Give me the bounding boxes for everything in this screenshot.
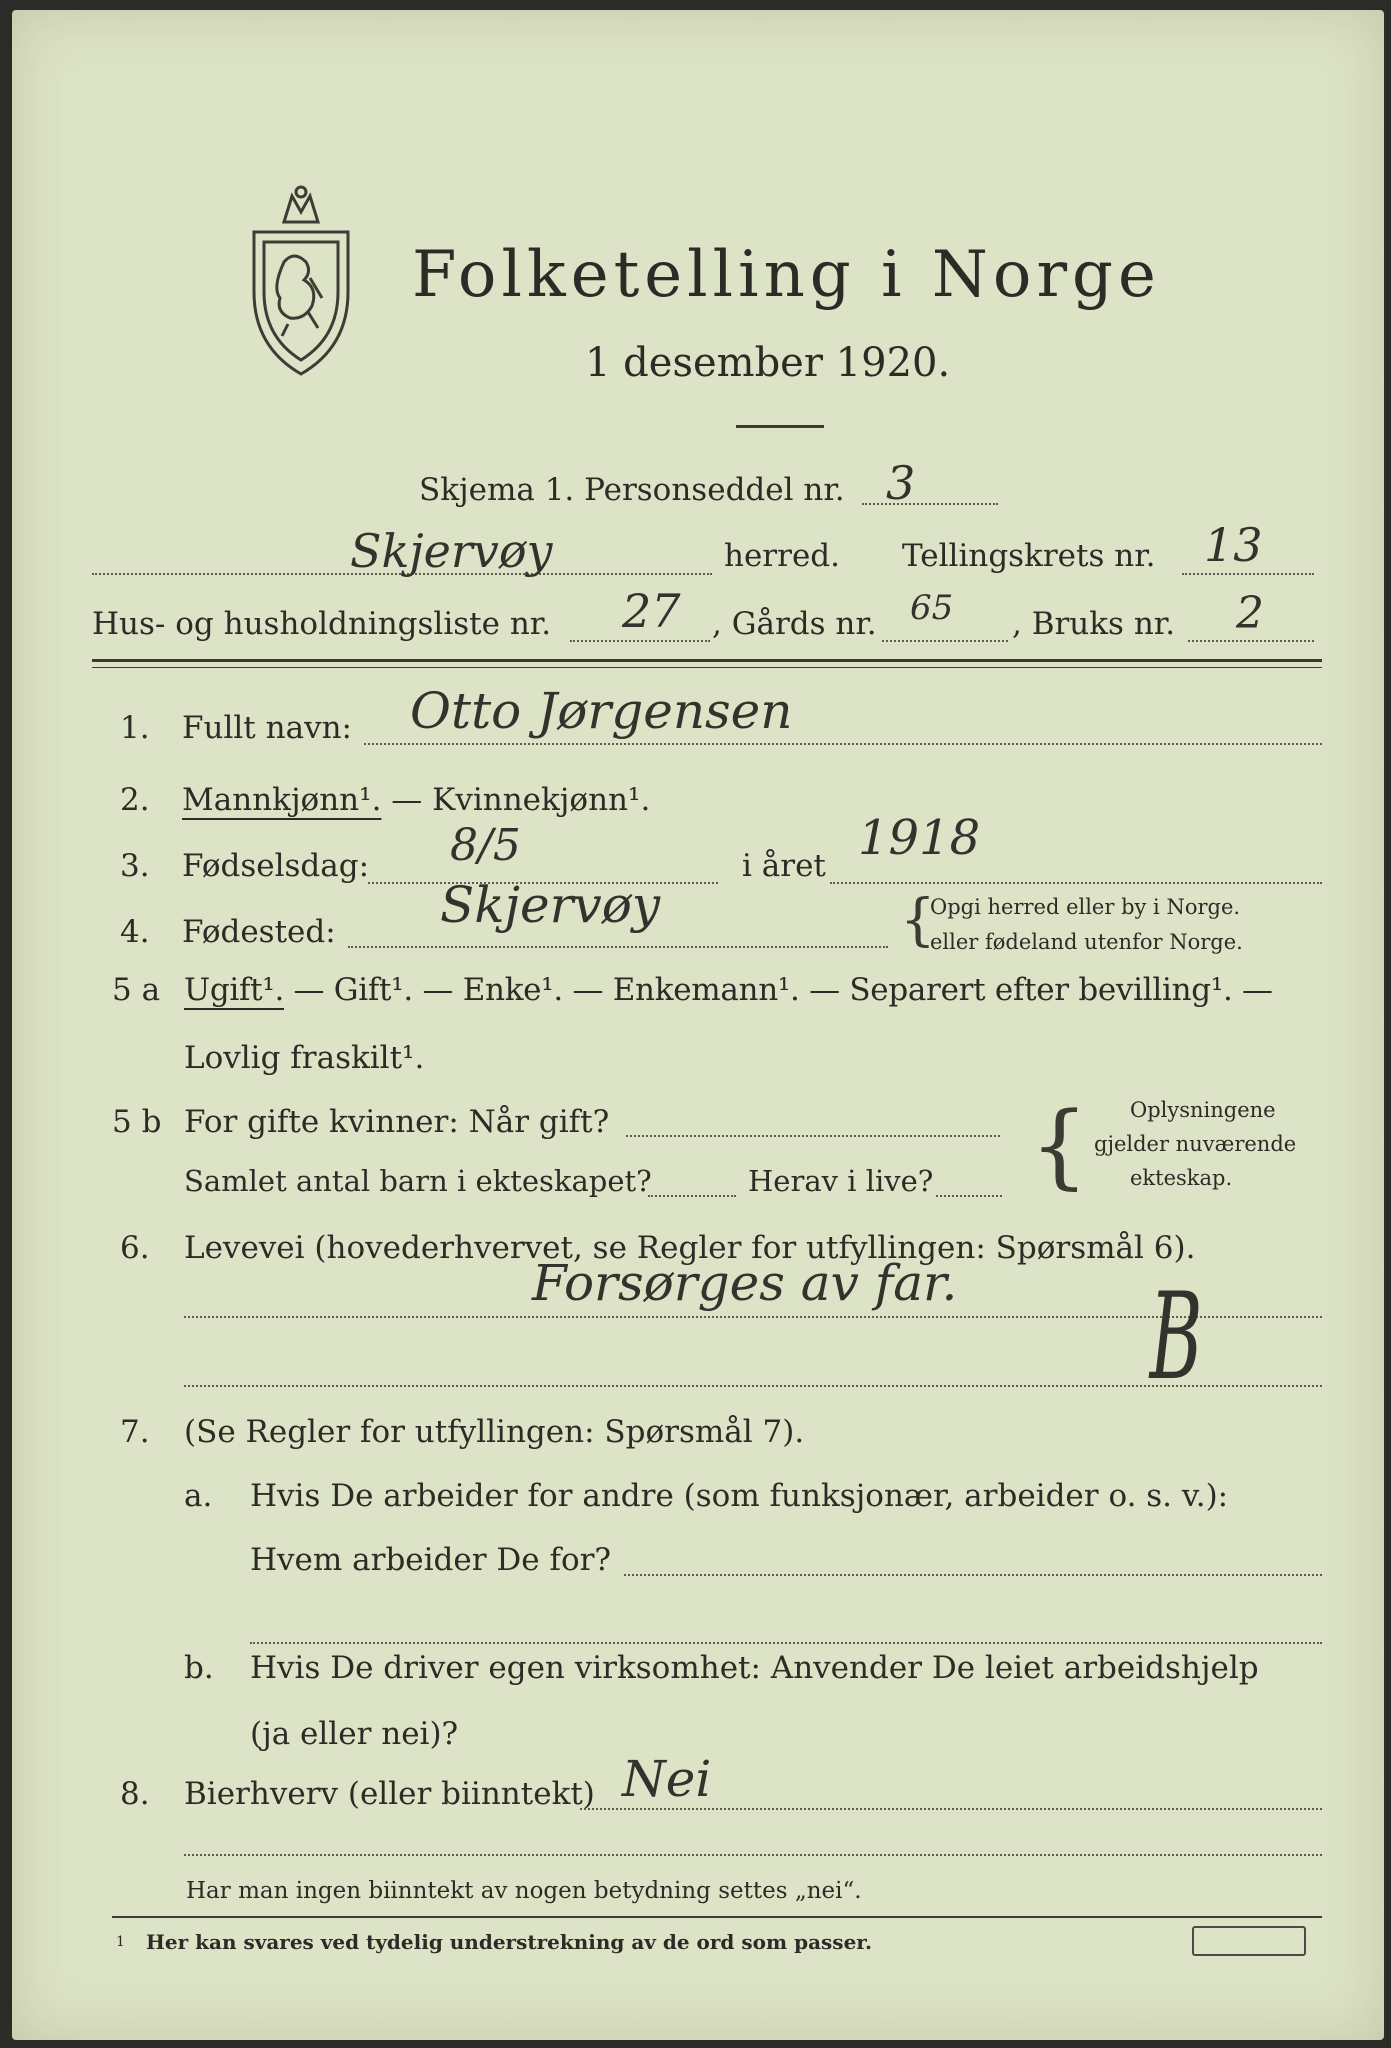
q5b-note-line2: gjelder nuværende [1094, 1132, 1297, 1156]
q5a-lovlig-fraskilt[interactable]: Lovlig fraskilt¹. [184, 1040, 425, 1076]
hus-number: 27 [622, 584, 681, 638]
q7a-letter: a. [184, 1478, 213, 1514]
q4-note-line1: Opgi herred eller by i Norge. [930, 895, 1241, 919]
q4-label: Fødested: [182, 914, 336, 950]
q7b-text: Hvis De driver egen virksomhet: Anvender De leiet arbeidshjelp [250, 1650, 1259, 1686]
q7-number: 7. [120, 1414, 150, 1450]
skjema-label: Skjema 1. Personseddel nr. [419, 472, 845, 508]
q3-number: 3. [120, 848, 150, 884]
q6-number: 6. [120, 1230, 150, 1266]
q5b-note-brace: { [1030, 1092, 1089, 1199]
q7a-text: Hvis De arbeider for andre (som funksjonær, arbeider o. s. v.): [250, 1478, 1229, 1514]
q3-label: Fødselsdag: [182, 848, 370, 884]
personseddel-number: 3 [886, 456, 916, 510]
herred-value: Skjervøy [350, 524, 553, 578]
q5b-label: For gifte kvinner: Når gift? [184, 1104, 610, 1140]
q4-note-line2: eller fødeland utenfor Norge. [930, 930, 1243, 954]
q7a-line2: Hvem arbeider De for? [250, 1542, 612, 1578]
q2-options [182, 782, 650, 818]
coat-of-arms-icon [244, 182, 358, 382]
q3-answer-year[interactable]: 1918 [858, 810, 981, 866]
q6-label: Levevei (hovederhvervet, se Regler for utfyllingen: Spørsmål 6). [184, 1230, 1196, 1266]
bruks-number: 2 [1236, 588, 1264, 639]
q4-note-brace: { [900, 888, 936, 953]
q2-female-option[interactable]: Kvinnekjønn¹. [432, 782, 651, 818]
q5a-number: 5 a [112, 972, 161, 1008]
q5b-children-label: Samlet antal barn i ekteskapet? [184, 1164, 652, 1198]
q8-number: 8. [120, 1776, 150, 1812]
q2-number: 2. [120, 782, 150, 818]
q7-label: (Se Regler for utfyllingen: Spørsmål 7). [184, 1414, 805, 1450]
footnote-mark: 1 [116, 1934, 125, 1950]
hus-label: Hus- og husholdningsliste nr. [92, 606, 552, 642]
q1-number: 1. [120, 710, 150, 746]
q3-answer-birthdate[interactable]: 8/5 [450, 820, 521, 871]
census-form [12, 10, 1384, 2040]
header-rule-top [92, 659, 1322, 662]
q8-answer[interactable]: Nei [622, 1750, 712, 1808]
q4-answer-birthplace[interactable]: Skjervøy [440, 876, 661, 934]
q5b-number: 5 b [112, 1104, 162, 1140]
gards-number: 65 [910, 588, 954, 628]
q6-check-mark: B [1149, 1268, 1203, 1407]
q5b-note-line1: Oplysningene [1130, 1098, 1276, 1122]
q5a-options [184, 972, 1273, 1008]
herred-label: herred. [724, 538, 840, 574]
footnote-text: Her kan svares ved tydelig understrekning av de ord som passer. [146, 1930, 872, 1954]
gards-label: , Gårds nr. [712, 606, 877, 642]
q3-year-label: i året [742, 848, 826, 884]
q2-male-option[interactable]: Mannkjønn¹. [182, 782, 382, 818]
q5a-ugift-option[interactable]: Ugift¹. [184, 972, 284, 1008]
census-date: 1 desember 1920. [585, 340, 951, 386]
q8-label: Bierhverv (eller biinntekt) [184, 1776, 595, 1812]
footer-rule [112, 1916, 1322, 1918]
tellingskrets-number: 13 [1204, 518, 1263, 572]
q6-answer-occupation[interactable]: Forsørges av far. [532, 1254, 958, 1312]
q7b-line2: (ja eller nei)? [250, 1716, 459, 1752]
title-divider [736, 425, 824, 428]
printer-stamp [1192, 1926, 1306, 1956]
q2-separator: — [381, 782, 433, 818]
q7b-letter: b. [184, 1650, 214, 1686]
q1-answer-full-name[interactable]: Otto Jørgensen [410, 682, 793, 740]
footer-note: Har man ingen biinntekt av nogen betydning settes „nei“. [186, 1878, 862, 1904]
q4-number: 4. [120, 914, 150, 950]
q5a-other-options: — Gift¹. — Enke¹. — Enkemann¹. — Separert efter bevilling¹. — [284, 972, 1273, 1008]
q1-label: Fullt navn: [182, 710, 352, 746]
tellingskrets-label: Tellingskrets nr. [902, 538, 1156, 574]
bruks-label: , Bruks nr. [1012, 606, 1176, 642]
q5b-herav-label: Herav i live? [748, 1164, 934, 1198]
header-rule-bottom [92, 667, 1322, 668]
form-title: Folketelling i Norge [412, 238, 1161, 312]
q5b-note-line3: ekteskap. [1130, 1166, 1233, 1190]
